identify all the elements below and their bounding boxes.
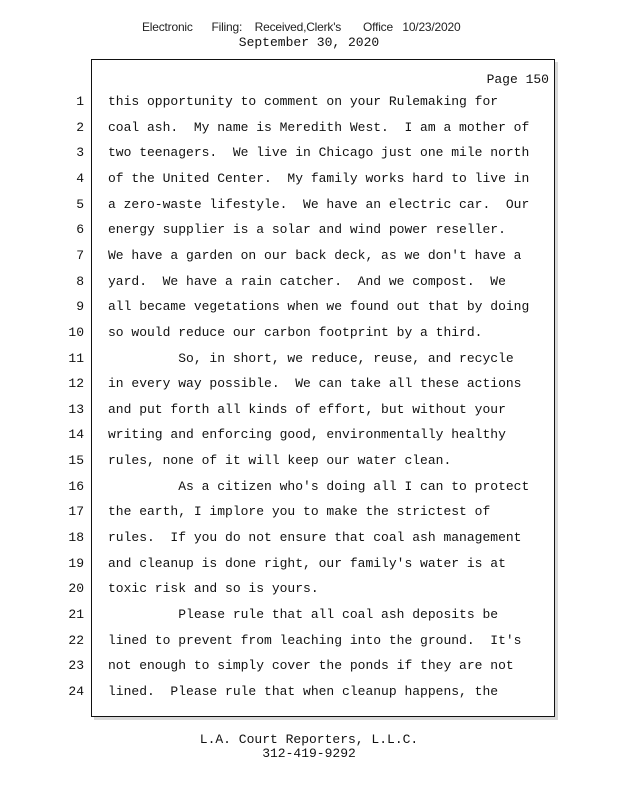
transcript-line: energy supplier is a solar and wind power reseller. (108, 222, 506, 237)
page-number: Page 150 (486, 72, 549, 87)
transcript-line: rules, none of it will keep our water clean. (108, 453, 452, 468)
line-number: 18 (68, 530, 84, 545)
transcript-line: two teenagers. We live in Chicago just one mile north (108, 145, 530, 160)
filing-stamp: Electronic Filing: Received,Clerk's Office 10/23/2020 (142, 20, 461, 34)
transcript-line: not enough to simply cover the ponds if they are not (108, 658, 514, 673)
transcript-line: and cleanup is done right, our family's water is at (108, 556, 506, 571)
line-number: 4 (76, 171, 84, 186)
line-number: 14 (68, 427, 84, 442)
transcript-line: lined to prevent from leaching into the ground. It's (108, 633, 522, 648)
transcript-line: coal ash. My name is Meredith West. I am a mother of (108, 120, 530, 135)
line-number: 9 (76, 299, 84, 314)
transcript-line: rules. If you do not ensure that coal ash management (108, 530, 522, 545)
transcript-line: writing and enforcing good, environmentally healthy (108, 427, 506, 442)
line-number: 21 (68, 607, 84, 622)
transcript-line: of the United Center. My family works hard to live in (108, 171, 530, 186)
transcript-line: and put forth all kinds of effort, but without your (108, 402, 506, 417)
transcript-line: So, in short, we reduce, reuse, and recycle (108, 351, 514, 366)
line-number: 3 (76, 145, 84, 160)
line-number: 19 (68, 556, 84, 571)
line-number: 23 (68, 658, 84, 673)
line-number: 6 (76, 222, 84, 237)
transcript-line: Please rule that all coal ash deposits be (108, 607, 499, 622)
reporter-company: L.A. Court Reporters, L.L.C. (199, 732, 419, 747)
transcript-line: toxic risk and so is yours. (108, 581, 319, 596)
transcript-line: lined. Please rule that when cleanup happens, the (108, 684, 499, 699)
line-number: 5 (76, 197, 84, 212)
line-number: 17 (68, 504, 84, 519)
reporter-phone: 312-419-9292 (262, 746, 356, 761)
transcript-line: a zero-waste lifestyle. We have an electric car. Our (108, 197, 530, 212)
transcript-line: all became vegetations when we found out that by doing (108, 299, 530, 314)
transcript-line: in every way possible. We can take all these actions (108, 376, 522, 391)
line-number: 8 (76, 274, 84, 289)
transcript-line: As a citizen who's doing all I can to protect (108, 479, 530, 494)
line-number: 15 (68, 453, 84, 468)
transcript-line: the earth, I implore you to make the strictest of (108, 504, 491, 519)
line-number: 24 (68, 684, 84, 699)
line-number: 22 (68, 633, 84, 648)
transcript-line: this opportunity to comment on your Rulemaking for (108, 94, 499, 109)
line-number: 10 (68, 325, 84, 340)
transcript-line: We have a garden on our back deck, as we don't have a (108, 248, 522, 263)
line-number: 13 (68, 402, 84, 417)
line-number: 1 (76, 94, 84, 109)
line-number: 7 (76, 248, 84, 263)
line-number: 11 (68, 351, 84, 366)
line-number: 2 (76, 120, 84, 135)
transcript-line: so would reduce our carbon footprint by a third. (108, 325, 483, 340)
line-number: 12 (68, 376, 84, 391)
line-number: 16 (68, 479, 84, 494)
transcript-date: September 30, 2020 (238, 35, 380, 50)
line-number: 20 (68, 581, 84, 596)
transcript-line: yard. We have a rain catcher. And we compost. We (108, 274, 506, 289)
